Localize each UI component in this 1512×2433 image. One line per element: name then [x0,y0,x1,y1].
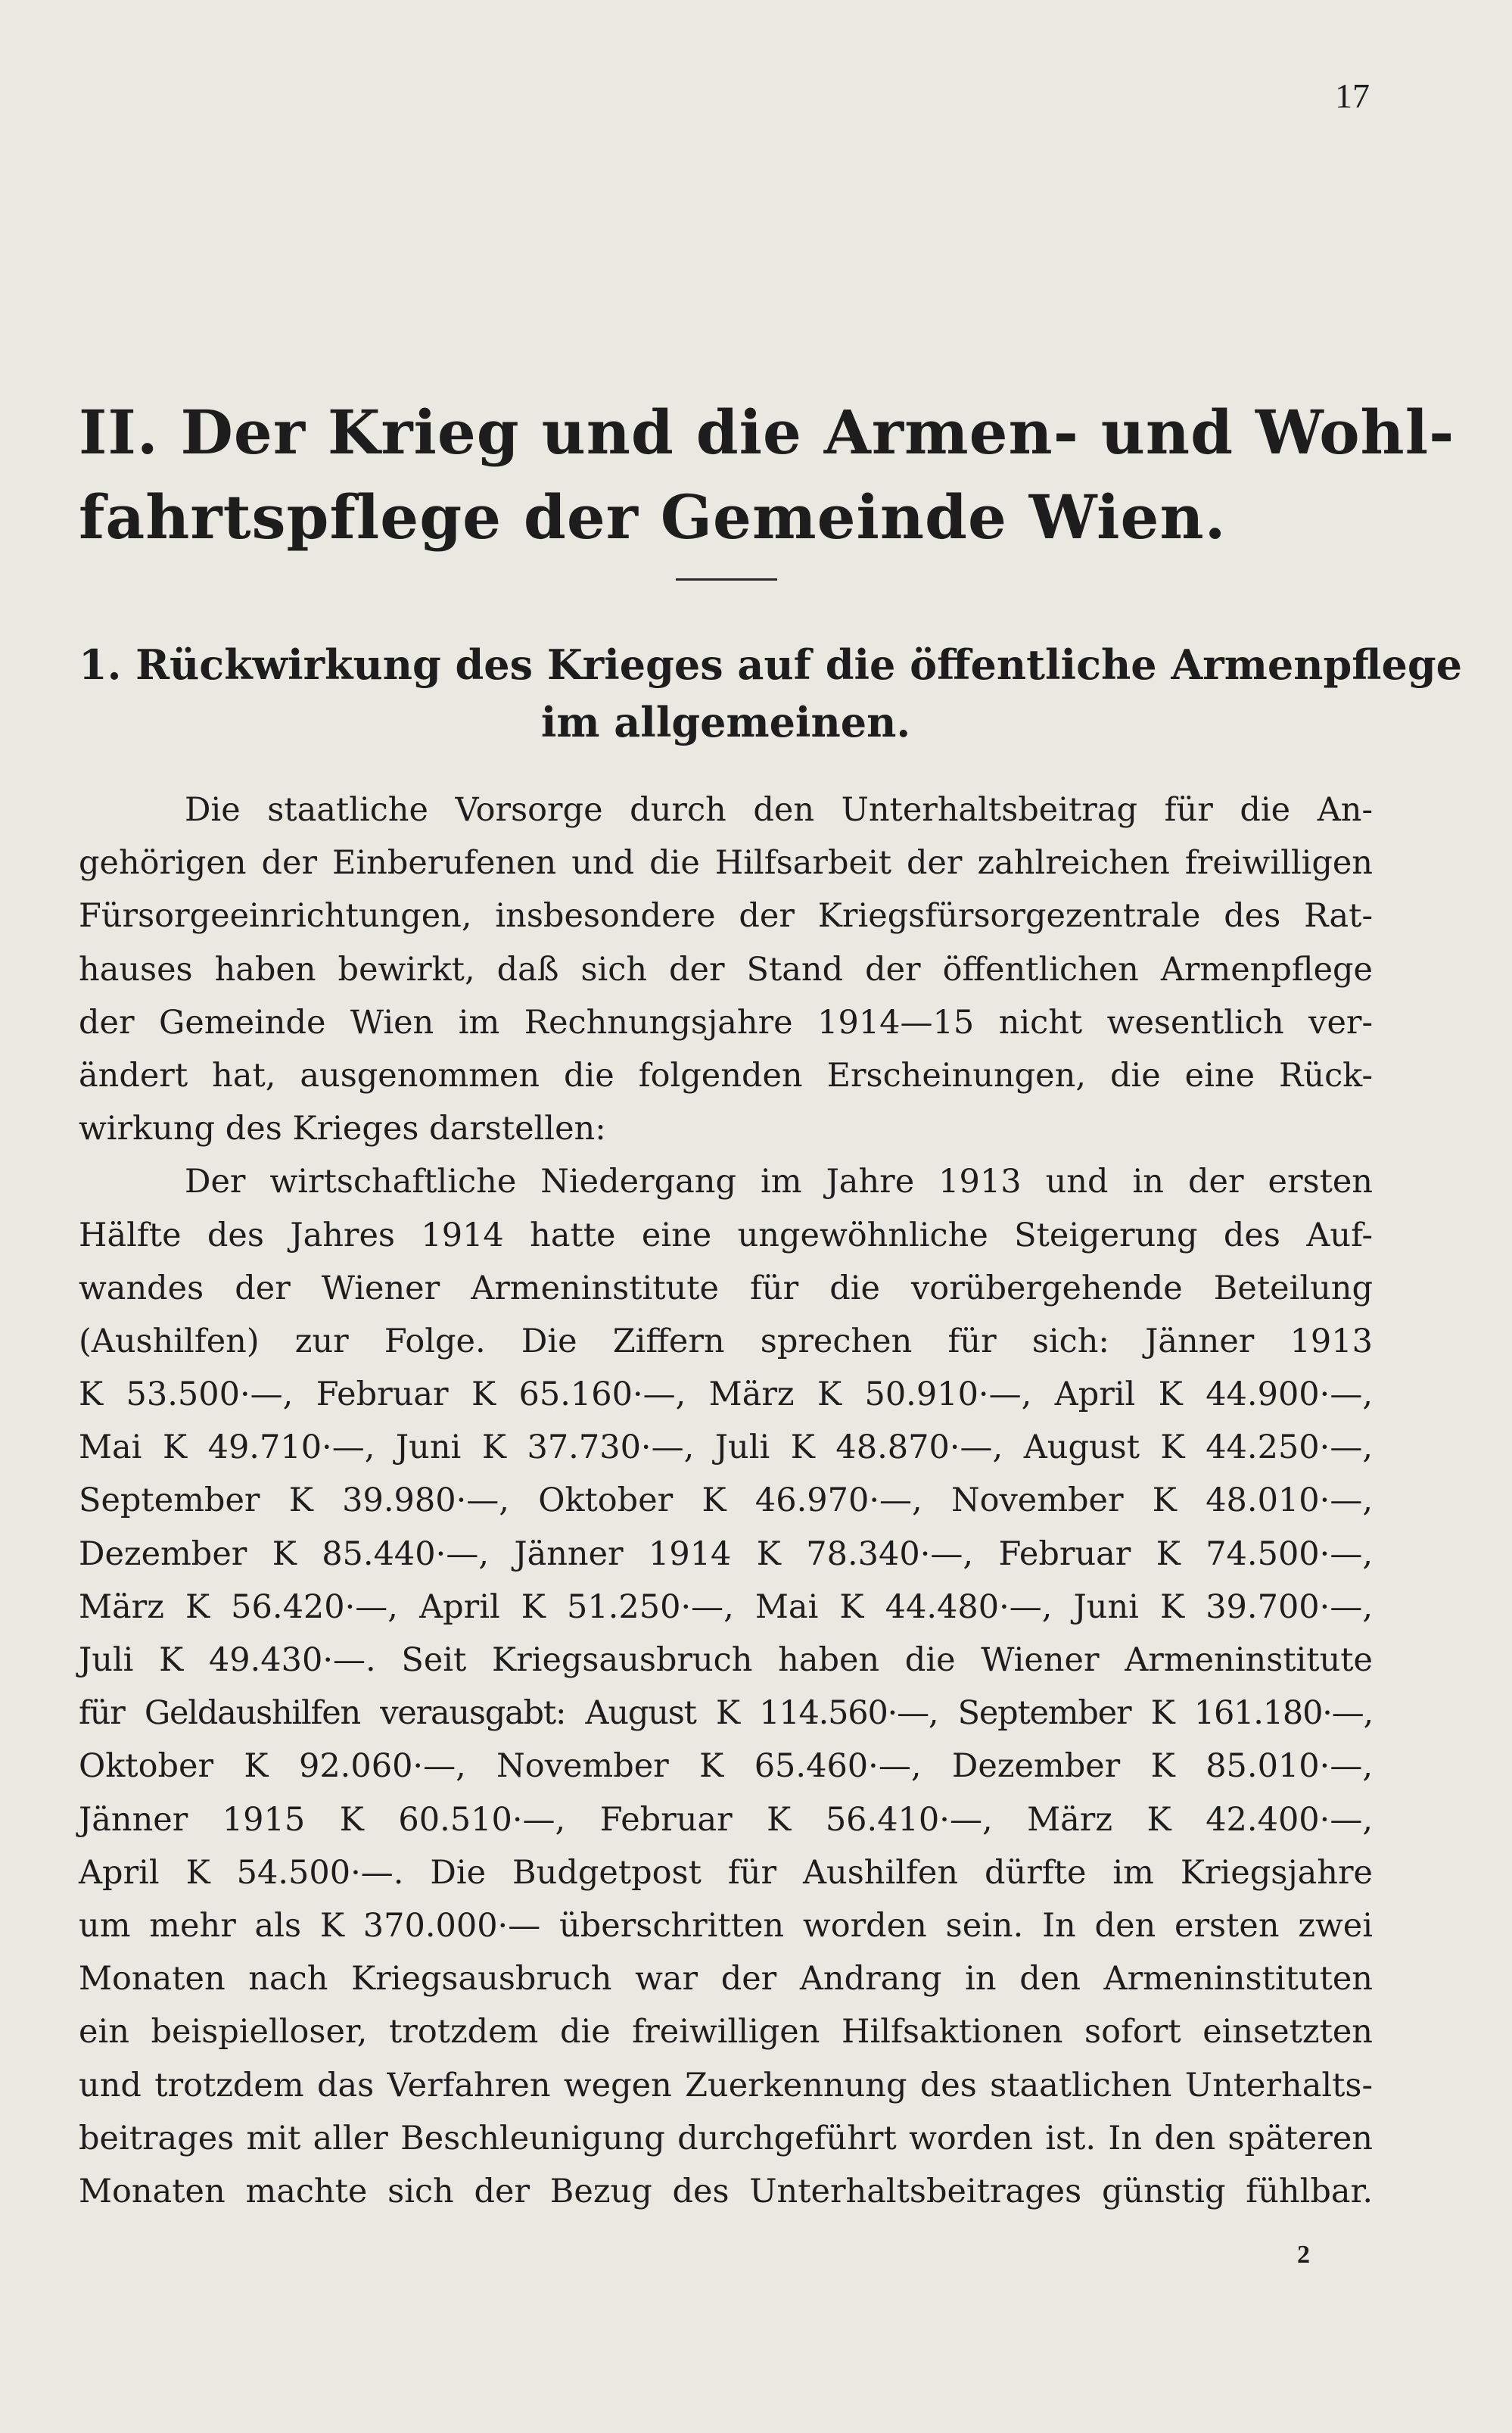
body-line: Fürsorgeeinrichtungen, insbesondere der Kriegsfürsorgezentrale des Rat- [79,897,1373,936]
body-line: Mai K 49.710·—, Juni K 37.730·—, Juli K 48.870·—, August K 44.250·—, [79,1428,1373,1467]
body-line: März K 56.420·—, April K 51.250·—, Mai K 44.480·—, Juni K 39.700·—, [79,1587,1373,1626]
title-divider [676,578,777,581]
body-line: Dezember K 85.440·—, Jänner 1914 K 78.340·—, Februar K 74.500·—, [79,1534,1373,1573]
chapter-title [79,390,1455,559]
section-title-line-1: 1. Rückwirkung des Krieges auf die öffentliche Armenpflege [79,640,1462,689]
body-text [79,783,1373,2218]
body-line: April K 54.500·—. Die Budgetpost für Aushilfen dürfte im Kriegsjahre [79,1853,1373,1892]
body-line: Jänner 1915 K 60.510·—, Februar K 56.410·—, März K 42.400·—, [79,1800,1373,1839]
body-line: wirkung des Krieges darstellen: [79,1110,606,1148]
body-line: beitrages mit aller Beschleunigung durchgeführt worden ist. In den späteren [79,2119,1373,2157]
body-line: wandes der Wiener Armeninstitute für die vorübergehende Beteilung [79,1269,1373,1307]
body-line: Monaten machte sich der Bezug des Unterhaltsbeitrages günstig fühlbar. [79,2172,1373,2210]
page-number: 17 [1335,76,1370,115]
body-line: und trotzdem das Verfahren wegen Zuerkennung des staatlichen Unterhalts- [79,2066,1373,2104]
body-line: für Geldaushilfen verausgabt: August K 114.560·—, September K 161.180·—, [79,1694,1373,1733]
section-title-line-2: im allgemeinen. [540,698,911,746]
signature-mark: 2 [1297,2241,1310,2269]
body-line: Hälfte des Jahres 1914 hatte eine ungewöhnliche Steigerung des Auf- [79,1216,1373,1254]
chapter-title-line-2: fahrtspflege der Gemeinde Wien. [79,481,1227,553]
body-line: Juli K 49.430·—. Seit Kriegsausbruch haben die Wiener Armeninstitute [79,1641,1373,1679]
section-title [79,636,1462,751]
body-line: Die staatliche Vorsorge durch den Unterhaltsbeitrag für die An- [185,791,1373,829]
body-line: gehörigen der Einberufenen und die Hilfsarbeit der zahlreichen freiwilligen [79,844,1373,883]
body-line: um mehr als K 370.000·— überschritten worden sein. In den ersten zwei [79,1906,1373,1945]
body-line: ändert hat, ausgenommen die folgenden Erscheinungen, die eine Rück- [79,1056,1373,1095]
body-line: Der wirtschaftliche Niedergang im Jahre 1913 und in der ersten [185,1163,1373,1201]
body-line: der Gemeinde Wien im Rechnungsjahre 1914—15 nicht wesentlich ver- [79,1003,1373,1042]
body-line: (Aushilfen) zur Folge. Die Ziffern sprechen für sich: Jänner 1913 [79,1322,1373,1360]
body-line: Oktober K 92.060·—, November K 65.460·—, Dezember K 85.010·—, [79,1747,1373,1786]
body-line: September K 39.980·—, Oktober K 46.970·—, November K 48.010·—, [79,1481,1373,1520]
body-line: hauses haben bewirkt, daß sich der Stand der öffentlichen Armenpflege [79,950,1373,989]
body-line: ein beispielloser, trotzdem die freiwilligen Hilfsaktionen sofort einsetzten [79,2013,1373,2051]
chapter-title-line-1: II. Der Krieg und die Armen- und Wohl- [79,397,1455,468]
body-line: K 53.500·—, Februar K 65.160·—, März K 50.910·—, April K 44.900·—, [79,1375,1373,1414]
body-line: Monaten nach Kriegsausbruch war der Andrang in den Armeninstituten [79,1960,1373,1998]
